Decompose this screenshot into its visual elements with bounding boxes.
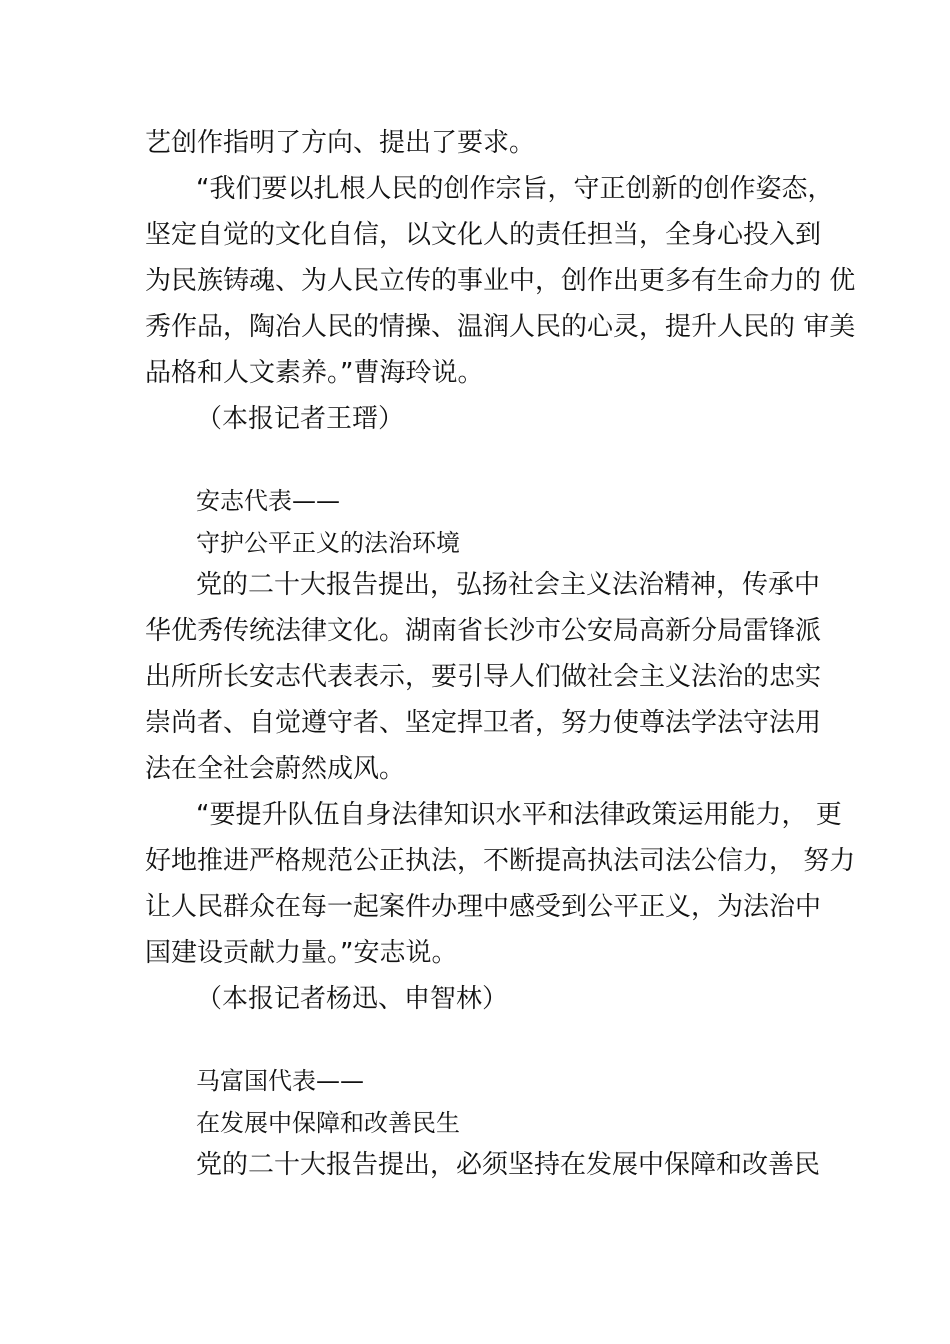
reporter-credit: （本报记者王瑨） <box>196 404 405 434</box>
paragraph-line: 崇尚者、自觉遵守者、坚定捍卫者，努力使尊法学法守法用 <box>145 708 822 738</box>
section-heading-title: 在发展中保障和改善民生 <box>196 1109 460 1137</box>
paragraph-line: 让人民群众在每一起案件办理中感受到公平正义，为法治中 <box>145 892 822 922</box>
paragraph-line: 党的二十大报告提出，必须坚持在发展中保障和改善民 <box>196 1150 821 1180</box>
section-heading-name: 马富国代表—— <box>196 1067 364 1095</box>
paragraph-line: 国建设贡献力量。”安志说。 <box>145 938 458 968</box>
section-heading-name: 安志代表—— <box>196 487 340 515</box>
paragraph-line: 好地推进严格规范公正执法，不断提高执法司法公信力， 努力 <box>145 846 856 876</box>
paragraph-line: 法在全社会蔚然成风。 <box>145 754 406 784</box>
paragraph-line: 艺创作指明了方向、提出了要求。 <box>145 128 536 158</box>
paragraph-line: 华优秀传统法律文化。湖南省长沙市公安局高新分局雷锋派 <box>145 616 822 646</box>
paragraph-line: “我们要以扎根人民的创作宗旨，守正创新的创作姿态， <box>196 174 834 204</box>
paragraph-line: “要提升队伍自身法律知识水平和法律政策运用能力， 更 <box>196 800 842 830</box>
paragraph-line: 为民族铸魂、为人民立传的事业中，创作出更多有生命力的 优 <box>145 266 856 296</box>
paragraph-line: 党的二十大报告提出，弘扬社会主义法治精神，传承中 <box>196 570 821 600</box>
section-heading-title: 守护公平正义的法治环境 <box>196 529 460 557</box>
paragraph-line: 坚定自觉的文化自信，以文化人的责任担当，全身心投入到 <box>145 220 822 250</box>
paragraph-line: 秀作品，陶冶人民的情操、温润人民的心灵，提升人民的 审美 <box>145 312 856 342</box>
paragraph-line: 出所所长安志代表表示，要引导人们做社会主义法治的忠实 <box>145 662 822 692</box>
paragraph-line: 品格和人文素养。”曹海玲说。 <box>145 358 484 388</box>
reporter-credit: （本报记者杨迅、申智林） <box>196 984 509 1014</box>
